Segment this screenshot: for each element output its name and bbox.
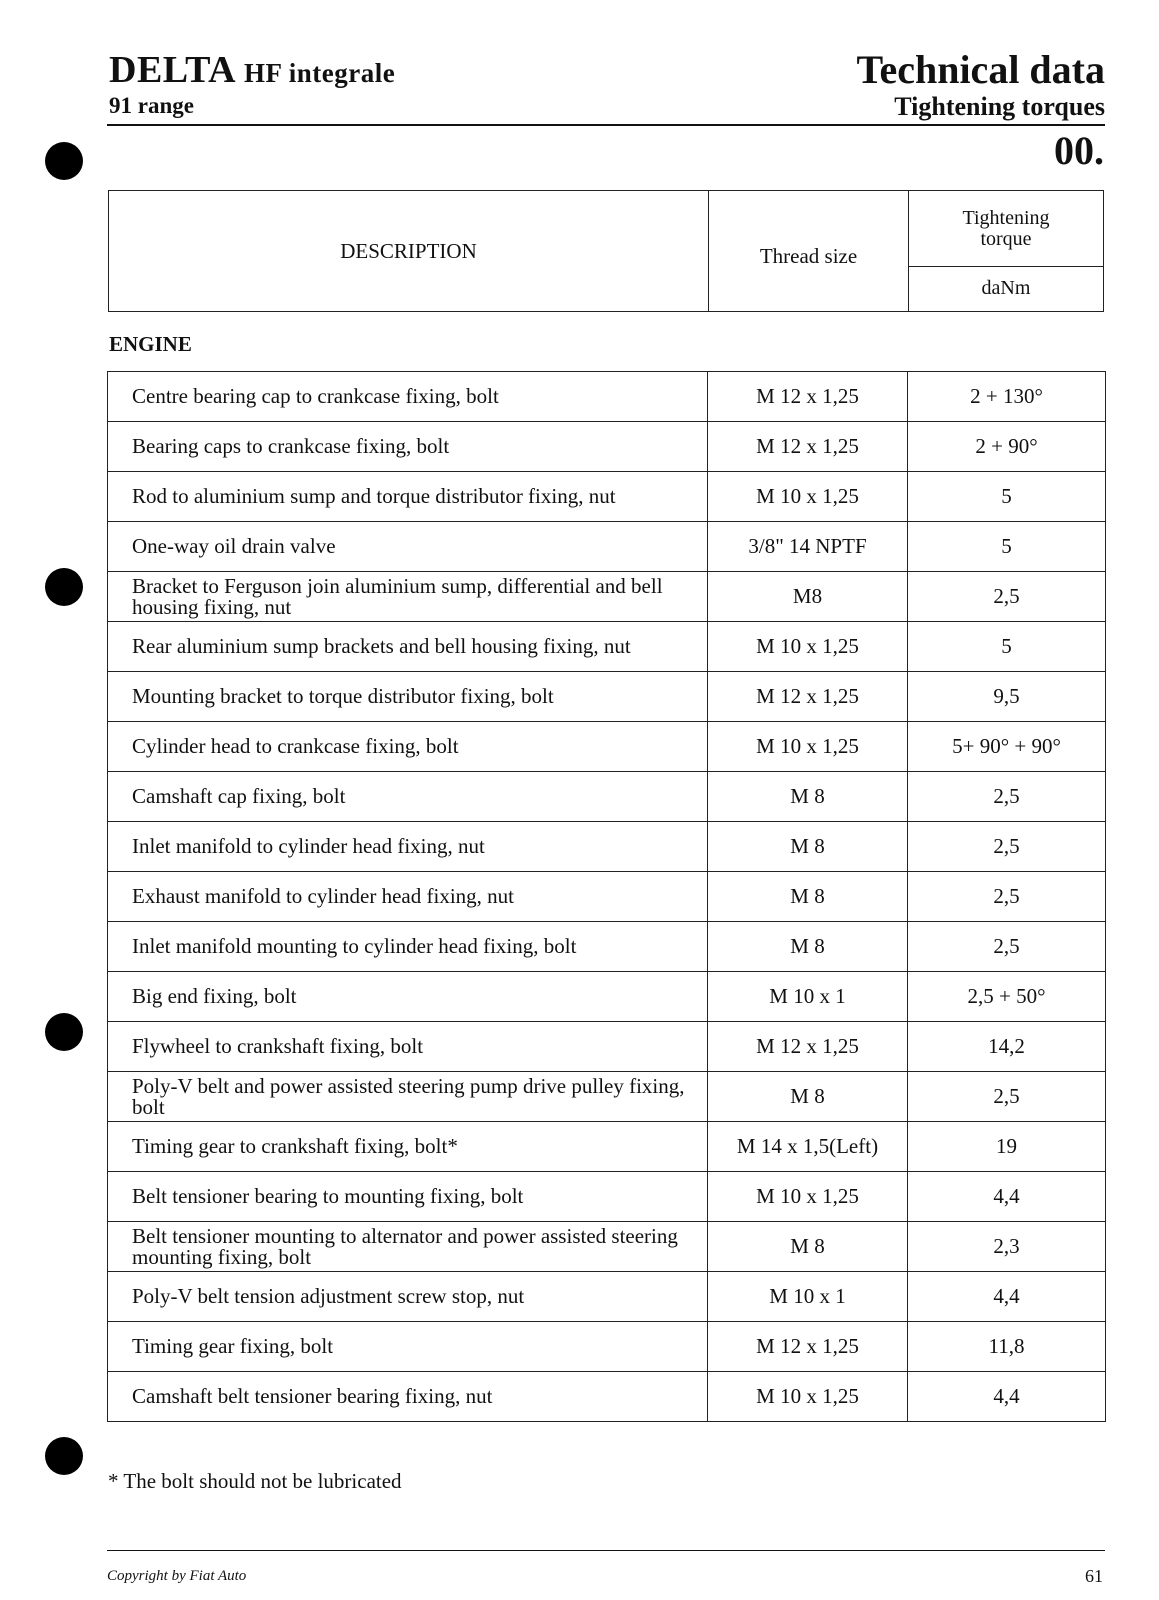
- row-torque: 2,3: [908, 1222, 1106, 1272]
- table-row: [108, 1372, 1106, 1422]
- table-row: [108, 572, 1106, 622]
- torque-table: [107, 371, 1106, 1422]
- row-thread-size: M 10 x 1,25: [708, 472, 908, 522]
- model-title: [109, 50, 395, 93]
- row-description: One-way oil drain valve: [108, 522, 708, 572]
- row-thread-size: M 12 x 1,25: [708, 422, 908, 472]
- row-torque: 5: [908, 472, 1106, 522]
- table-header: [108, 190, 1104, 312]
- model-name: DELTA: [109, 49, 235, 91]
- table-row: [108, 522, 1106, 572]
- table-row: [108, 622, 1106, 672]
- row-description: Flywheel to crankshaft fixing, bolt: [108, 1022, 708, 1072]
- row-description: Centre bearing cap to crankcase fixing, bolt: [108, 372, 708, 422]
- table-row: [108, 372, 1106, 422]
- copyright: Copyright by Fiat Auto: [107, 1568, 247, 1584]
- row-thread-size: M 10 x 1,25: [708, 1172, 908, 1222]
- row-torque: 2,5: [908, 572, 1106, 622]
- row-description: Timing gear to crankshaft fixing, bolt*: [108, 1122, 708, 1172]
- punch-hole: [45, 142, 83, 180]
- torque-unit-label: daNm: [981, 277, 1031, 299]
- row-description: Rod to aluminium sump and torque distributor fixing, nut: [108, 472, 708, 522]
- table-row: [108, 1222, 1106, 1272]
- thread-size-header: Thread size: [709, 191, 909, 311]
- row-description: Bracket to Ferguson join aluminium sump, differential and bell housing fixing, nut: [108, 572, 708, 622]
- row-thread-size: M 10 x 1: [708, 972, 908, 1022]
- page-title: Technical data: [856, 47, 1105, 92]
- table-row: [108, 772, 1106, 822]
- row-description: Inlet manifold mounting to cylinder head fixing, bolt: [108, 922, 708, 972]
- row-description: Timing gear fixing, bolt: [108, 1322, 708, 1372]
- description-header: DESCRIPTION: [109, 191, 709, 311]
- table-row: [108, 1022, 1106, 1072]
- row-thread-size: M 8: [708, 822, 908, 872]
- row-thread-size: M 12 x 1,25: [708, 372, 908, 422]
- table-row: [108, 422, 1106, 472]
- row-description: Camshaft belt tensioner bearing fixing, nut: [108, 1372, 708, 1422]
- section-label: ENGINE: [109, 332, 192, 356]
- table-row: [108, 1072, 1106, 1122]
- row-torque: 2,5: [908, 922, 1106, 972]
- row-thread-size: M 8: [708, 922, 908, 972]
- row-torque: 2,5: [908, 772, 1106, 822]
- punch-hole: [45, 1013, 83, 1051]
- row-description: Belt tensioner bearing to mounting fixing, bolt: [108, 1172, 708, 1222]
- torque-header: [909, 191, 1103, 311]
- row-thread-size: 3/8" 14 NPTF: [708, 522, 908, 572]
- row-description: Bearing caps to crankcase fixing, bolt: [108, 422, 708, 472]
- row-torque: 19: [908, 1122, 1106, 1172]
- row-torque: 2,5: [908, 1072, 1106, 1122]
- row-description: Cylinder head to crankcase fixing, bolt: [108, 722, 708, 772]
- row-thread-size: M8: [708, 572, 908, 622]
- table-row: [108, 1272, 1106, 1322]
- row-torque: 11,8: [908, 1322, 1106, 1372]
- section-number: 00.: [1054, 128, 1104, 173]
- row-torque: 5: [908, 522, 1106, 572]
- page-number: 61: [1085, 1566, 1103, 1586]
- header-divider: [107, 124, 1105, 126]
- row-description: Inlet manifold to cylinder head fixing, nut: [108, 822, 708, 872]
- row-torque: 2,5 + 50°: [908, 972, 1106, 1022]
- row-torque: 4,4: [908, 1172, 1106, 1222]
- header-right: [856, 48, 1105, 122]
- header-left: [109, 50, 395, 119]
- table-row: [108, 822, 1106, 872]
- table-row: [108, 722, 1106, 772]
- footnote: * The bolt should not be lubricated: [108, 1469, 402, 1493]
- footer-divider: [107, 1550, 1105, 1551]
- row-thread-size: M 10 x 1,25: [708, 1372, 908, 1422]
- row-torque: 5: [908, 622, 1106, 672]
- row-thread-size: M 10 x 1: [708, 1272, 908, 1322]
- table-row: [108, 972, 1106, 1022]
- table-row: [108, 472, 1106, 522]
- row-thread-size: M 8: [708, 1072, 908, 1122]
- row-torque: 2,5: [908, 822, 1106, 872]
- page-subtitle: Tightening torques: [894, 92, 1105, 121]
- row-description: Poly-V belt and power assisted steering pump drive pulley fixing, bolt: [108, 1072, 708, 1122]
- row-thread-size: M 8: [708, 872, 908, 922]
- table-row: [108, 1172, 1106, 1222]
- model-range: 91 range: [109, 93, 194, 118]
- table-row: [108, 922, 1106, 972]
- punch-hole: [45, 568, 83, 606]
- row-thread-size: M 12 x 1,25: [708, 672, 908, 722]
- row-torque: 2 + 130°: [908, 372, 1106, 422]
- row-thread-size: M 10 x 1,25: [708, 722, 908, 772]
- punch-hole: [45, 1437, 83, 1475]
- row-thread-size: M 12 x 1,25: [708, 1322, 908, 1372]
- row-torque: 5+ 90° + 90°: [908, 722, 1106, 772]
- row-description: Belt tensioner mounting to alternator and power assisted steering mounting fixing, bolt: [108, 1222, 708, 1272]
- row-description: Rear aluminium sump brackets and bell housing fixing, nut: [108, 622, 708, 672]
- row-torque: 14,2: [908, 1022, 1106, 1072]
- row-torque: 2,5: [908, 872, 1106, 922]
- row-description: Big end fixing, bolt: [108, 972, 708, 1022]
- row-torque: 4,4: [908, 1372, 1106, 1422]
- row-description: Poly-V belt tension adjustment screw stop, nut: [108, 1272, 708, 1322]
- row-description: Camshaft cap fixing, bolt: [108, 772, 708, 822]
- row-thread-size: M 12 x 1,25: [708, 1022, 908, 1072]
- row-torque: 2 + 90°: [908, 422, 1106, 472]
- row-thread-size: M 8: [708, 1222, 908, 1272]
- row-thread-size: M 10 x 1,25: [708, 622, 908, 672]
- row-thread-size: M 14 x 1,5(Left): [708, 1122, 908, 1172]
- row-description: Mounting bracket to torque distributor fixing, bolt: [108, 672, 708, 722]
- model-variant: HF integrale: [244, 58, 396, 88]
- row-torque: 4,4: [908, 1272, 1106, 1322]
- table-row: [108, 1322, 1106, 1372]
- row-torque: 9,5: [908, 672, 1106, 722]
- table-row: [108, 1122, 1106, 1172]
- table-row: [108, 672, 1106, 722]
- row-thread-size: M 8: [708, 772, 908, 822]
- torque-header-label: Tightening torque: [909, 191, 1103, 267]
- table-row: [108, 872, 1106, 922]
- row-description: Exhaust manifold to cylinder head fixing, nut: [108, 872, 708, 922]
